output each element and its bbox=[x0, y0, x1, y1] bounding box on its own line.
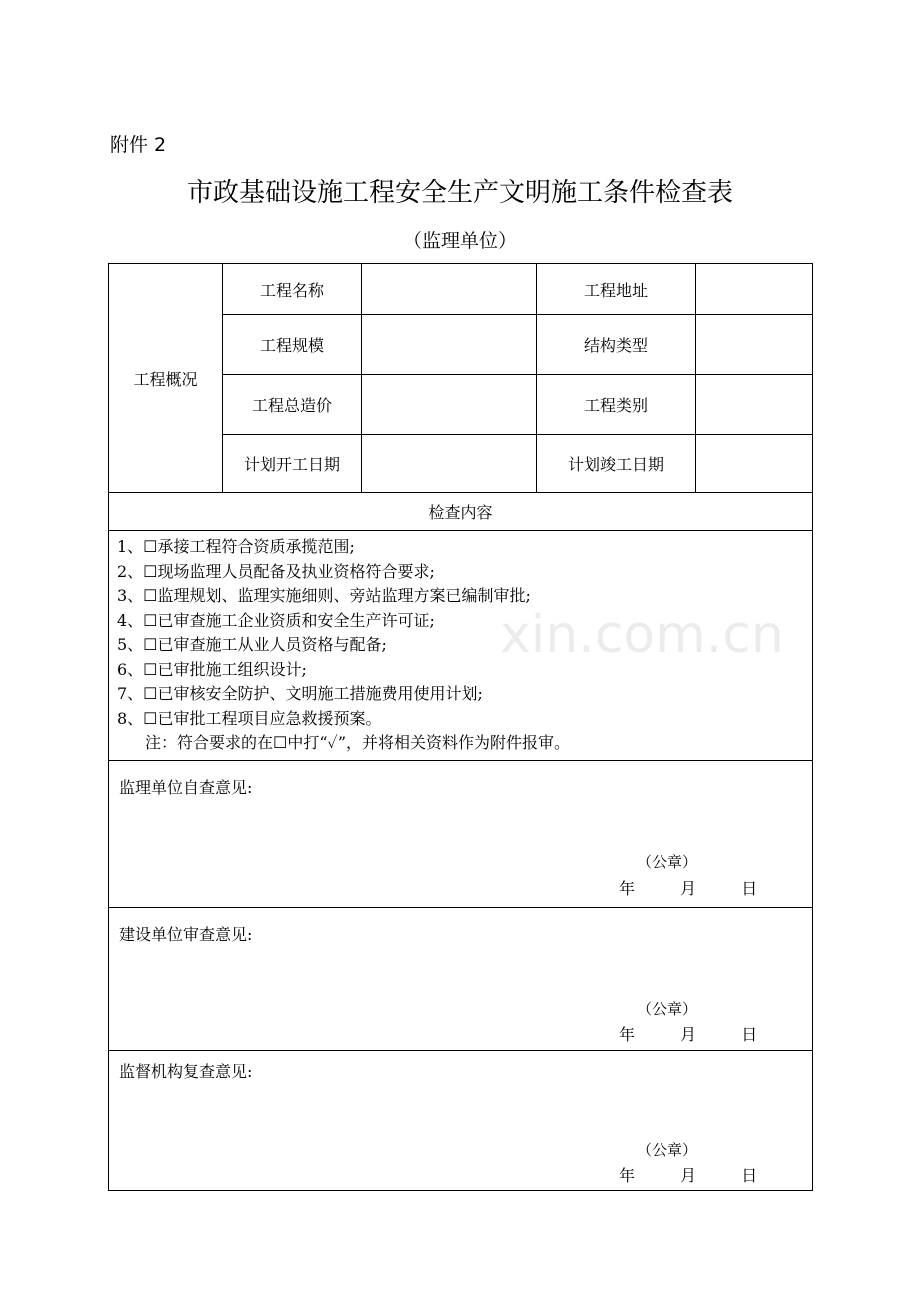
inspection-item[interactable]: 3、☐监理规划、监理实施细则、旁站监理方案已编制审批; bbox=[117, 586, 531, 605]
date-line bbox=[619, 876, 757, 899]
date-line bbox=[619, 1163, 757, 1186]
watermark: xin.com.cn bbox=[500, 605, 784, 665]
year-label: 年 bbox=[619, 1165, 636, 1185]
month-label: 月 bbox=[680, 1165, 697, 1185]
overview-section-label: 工程概况 bbox=[109, 264, 223, 493]
inspection-note: 注：符合要求的在☐中打“✓”，并将相关资料作为附件报审。 bbox=[145, 733, 571, 752]
month-label: 月 bbox=[680, 1024, 697, 1044]
total-cost-field[interactable] bbox=[362, 375, 537, 435]
total-cost-label: 工程总造价 bbox=[223, 375, 362, 435]
inspection-item[interactable]: 6、☐已审批施工组织设计; bbox=[117, 659, 307, 679]
project-address-field[interactable] bbox=[696, 264, 813, 315]
page-subtitle: （监理单位） bbox=[402, 230, 517, 252]
overview-row bbox=[109, 264, 813, 315]
authority-opinion-label: 监督机构复查意见: bbox=[119, 1061, 253, 1081]
official-seal-label: （公章） bbox=[637, 1140, 698, 1159]
day-label: 日 bbox=[741, 1024, 758, 1044]
inspection-item[interactable]: 5、☐已审查施工从业人员资格与配备; bbox=[117, 635, 387, 654]
owner-opinion-cell[interactable] bbox=[109, 907, 813, 1050]
project-name-field[interactable] bbox=[362, 264, 537, 315]
day-label: 日 bbox=[741, 878, 758, 898]
year-label: 年 bbox=[619, 1024, 636, 1044]
official-seal-label: （公章） bbox=[637, 999, 698, 1018]
attachment-label: 附件 2 bbox=[110, 134, 167, 156]
date-line bbox=[619, 1022, 757, 1045]
planned-completion-field[interactable] bbox=[696, 435, 813, 493]
project-scale-field[interactable] bbox=[362, 315, 537, 375]
project-category-field[interactable] bbox=[696, 375, 813, 435]
inspection-item[interactable]: 7、☐已审核安全防护、文明施工措施费用使用计划; bbox=[117, 684, 483, 703]
project-category-label: 工程类别 bbox=[537, 375, 696, 435]
structure-type-label: 结构类型 bbox=[537, 315, 696, 375]
inspection-items bbox=[109, 531, 813, 761]
year-label: 年 bbox=[619, 878, 636, 898]
inspection-item[interactable]: 8、☐已审批工程项目应急救援预案。 bbox=[117, 708, 382, 728]
project-address-label: 工程地址 bbox=[537, 264, 696, 315]
project-scale-label: 工程规模 bbox=[223, 315, 362, 375]
planned-start-label: 计划开工日期 bbox=[223, 435, 362, 493]
supervisor-opinion-label: 监理单位自查意见: bbox=[119, 777, 253, 797]
authority-opinion-cell[interactable] bbox=[109, 1050, 813, 1190]
inspection-item[interactable]: 4、☐已审查施工企业资质和安全生产许可证; bbox=[117, 610, 435, 630]
official-seal-label: （公章） bbox=[637, 852, 698, 871]
inspection-item[interactable]: 2、☐现场监理人员配备及执业资格符合要求; bbox=[117, 561, 435, 581]
inspection-form-table bbox=[108, 263, 813, 1191]
planned-completion-label: 计划竣工日期 bbox=[537, 435, 696, 493]
month-label: 月 bbox=[680, 878, 697, 898]
owner-opinion-label: 建设单位审查意见: bbox=[119, 924, 253, 944]
inspection-item[interactable]: 1、☐承接工程符合资质承揽范围; bbox=[117, 537, 355, 556]
day-label: 日 bbox=[741, 1165, 758, 1185]
page-title: 市政基础设施工程安全生产文明施工条件检查表 bbox=[186, 178, 733, 208]
project-name-label: 工程名称 bbox=[223, 264, 362, 315]
inspection-header: 检查内容 bbox=[109, 493, 813, 531]
supervisor-opinion-cell[interactable] bbox=[109, 760, 813, 907]
planned-start-field[interactable] bbox=[362, 435, 537, 493]
structure-type-field[interactable] bbox=[696, 315, 813, 375]
